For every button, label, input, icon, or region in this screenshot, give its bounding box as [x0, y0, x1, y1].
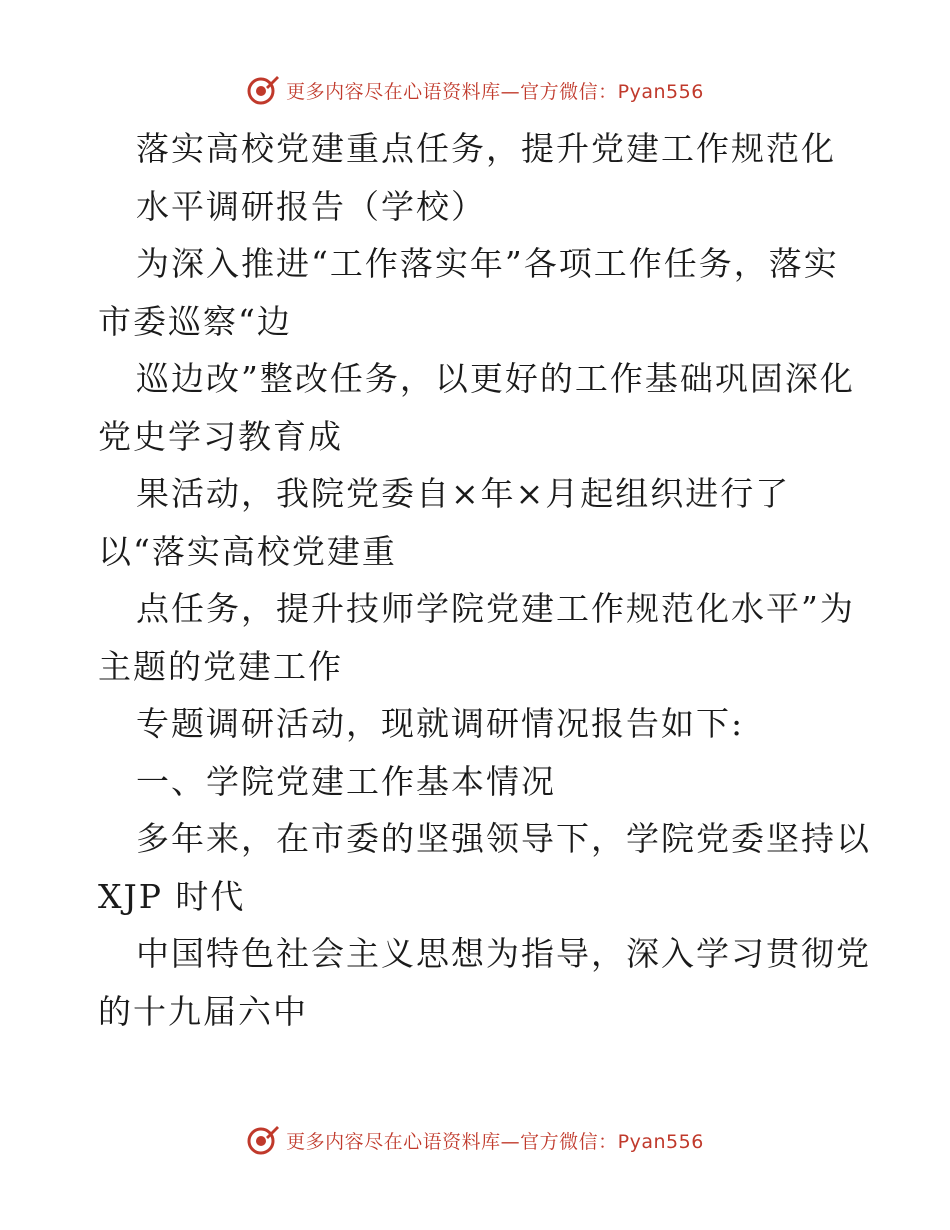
text-line: 多年来，在市委的坚强领导下，学院党委坚持以 [136, 819, 871, 858]
text-line: 水平调研报告（学校） [136, 186, 486, 226]
text-line: 落实高校党建重点任务，提升党建工作规范化 [136, 129, 836, 168]
pen-logo-icon [246, 73, 280, 107]
text-line: 的十九届六中 [98, 991, 308, 1031]
text-line: 一、学院党建工作基本情况 [136, 761, 556, 801]
watermark-text: 更多内容尽在心语资料库—官方微信：Pyan556 [286, 1130, 704, 1153]
document-body [98, 120, 871, 1040]
text-line: 点任务，提升技师学院党建工作规范化水平”为 [136, 589, 855, 628]
footer-watermark [0, 1120, 950, 1160]
text-line: 巡边改”整改任务，以更好的工作基础巩固深化 [136, 359, 855, 398]
text-line: 为深入推进“工作落实年”各项工作任务，落实 [136, 244, 839, 283]
text-line: 专题调研活动，现就调研情况报告如下: [136, 704, 745, 743]
text-line: XJP 时代 [98, 876, 246, 916]
watermark-text: 更多内容尽在心语资料库—官方微信：Pyan556 [286, 80, 704, 103]
text-line: 中国特色社会主义思想为指导，深入学习贯彻党 [136, 934, 871, 973]
text-line: 市委巡察“边 [98, 301, 292, 341]
text-line: 果活动，我院党委自×年×月起组织进行了 [136, 474, 791, 513]
text-line: 主题的党建工作 [98, 646, 343, 686]
text-line: 党史学习教育成 [98, 416, 343, 456]
header-watermark [0, 70, 950, 110]
text-line: 以“落实高校党建重 [98, 531, 397, 571]
pen-logo-icon [246, 1123, 280, 1157]
